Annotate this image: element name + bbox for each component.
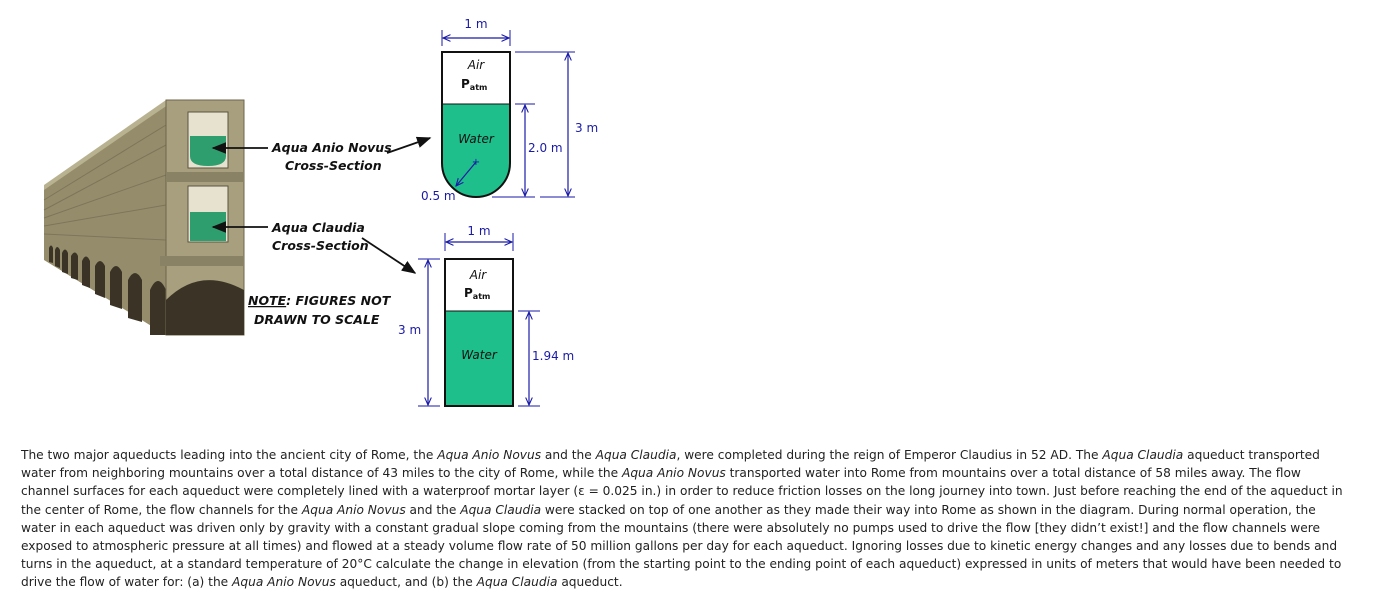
claudia-width-label: 1 m — [467, 224, 491, 238]
claudia-to-section-arrow — [362, 238, 415, 273]
claudia-air-label: Air — [469, 268, 487, 282]
problem-statement — [21, 446, 1351, 592]
anio-to-section-arrow — [387, 138, 430, 153]
text-italic-7: Aqua Anio Novus — [232, 575, 336, 590]
claudia-p-sub: atm — [472, 292, 491, 301]
text-part-4: aqueduct transported water from neighboring mountains over a total distance of 43 miles to the city of Rome, while the — [21, 448, 1320, 481]
aqueduct-illustration — [44, 100, 244, 335]
anio-p: P — [461, 77, 470, 91]
text-italic-5: Aqua Anio Novus — [301, 502, 406, 517]
anio-height-label: 3 m — [575, 121, 599, 135]
anio-width-label: 1 m — [464, 17, 488, 31]
claudia-water-label: Water — [461, 348, 497, 362]
anio-water-label: Water — [458, 132, 494, 146]
anio-center-mark: + — [471, 157, 481, 168]
text-part-2: and the — [541, 448, 596, 462]
anio-cross-section — [421, 52, 510, 203]
anio-radius-label: 0.5 m — [421, 189, 456, 203]
text-part-3: , were completed during the reign of Emperor Claudius in 52 AD. The — [676, 448, 1103, 462]
text-part-1: The two major aqueducts leading into the ancient city of Rome, the — [21, 448, 438, 462]
anio-height-dimension — [515, 52, 598, 197]
claudia-height-dimension — [398, 259, 440, 406]
anio-label: Aqua Anio Novus — [272, 140, 392, 155]
claudia-depth-label: 1.94 m — [532, 349, 575, 363]
text-part-6: and the — [405, 502, 461, 517]
anio-sublabel: Cross-Section — [285, 158, 382, 173]
text-italic-2: Aqua Claudia — [595, 448, 677, 462]
text-part-7: were stacked on top of one another as they made their way into Rome as shown in the diagram. During normal operation, the water in each aqueduct was driven only by gravity with a constant gradual slope coming from the mountains (there were absolutely no pumps used to drive the flow [they didn’t exist!] and the flow channels were exposed to atmospheric pressure at all times) and flowed at a steady volume flow rate of 50 million gallons per day for each aqueduct. Ignoring losses due to kinetic energy changes and any losses due to bends and turns in the aqueduct, at a standard temperature of 20°C calculate the change in elevation (from the starting point to the ending point of each aqueduct) expressed in units of meters that would have been needed to drive the flow of water for: (a) the — [21, 502, 1342, 590]
anio-air-label: Air — [467, 58, 485, 72]
text-italic-8: Aqua Claudia — [476, 575, 558, 590]
anio-patm-label — [461, 77, 487, 92]
claudia-width-dimension — [445, 224, 513, 251]
claudia-height-label: 3 m — [398, 323, 422, 337]
note-line-2: DRAWN TO SCALE — [254, 312, 380, 327]
anio-depth-label: 2.0 m — [528, 141, 563, 155]
text-part-9: aqueduct. — [557, 575, 623, 590]
note-rest: : FIGURES NOT — [286, 293, 391, 308]
claudia-cross-section — [445, 259, 513, 406]
text-italic-3: Aqua Claudia — [1102, 448, 1184, 462]
claudia-label: Aqua Claudia — [272, 220, 365, 235]
text-italic-1: Aqua Anio Novus — [437, 448, 542, 462]
claudia-p: P — [464, 286, 473, 300]
note-line-1 — [248, 293, 392, 308]
claudia-patm-label — [464, 286, 490, 301]
text-italic-4: Aqua Anio Novus — [621, 466, 726, 481]
anio-p-sub: atm — [469, 83, 488, 92]
text-italic-6: Aqua Claudia — [460, 502, 542, 517]
note-prefix: NOTE — [248, 293, 287, 308]
anio-width-dimension — [442, 17, 510, 46]
text-part-5: transported water into Rome from mountains over a total distance of 58 miles away. The flow channel surfaces for each aqueduct were completely lined with a waterproof mortar layer (ε = 0.025 in.) in order to reduce friction losses on the long journey into town. Just before reaching the end of the aqueduct in the center of Rome, the flow channels for the — [21, 466, 1343, 517]
claudia-depth-dimension — [518, 311, 574, 406]
claudia-sublabel: Cross-Section — [272, 238, 369, 253]
text-part-8: aqueduct, and (b) the — [335, 575, 477, 590]
